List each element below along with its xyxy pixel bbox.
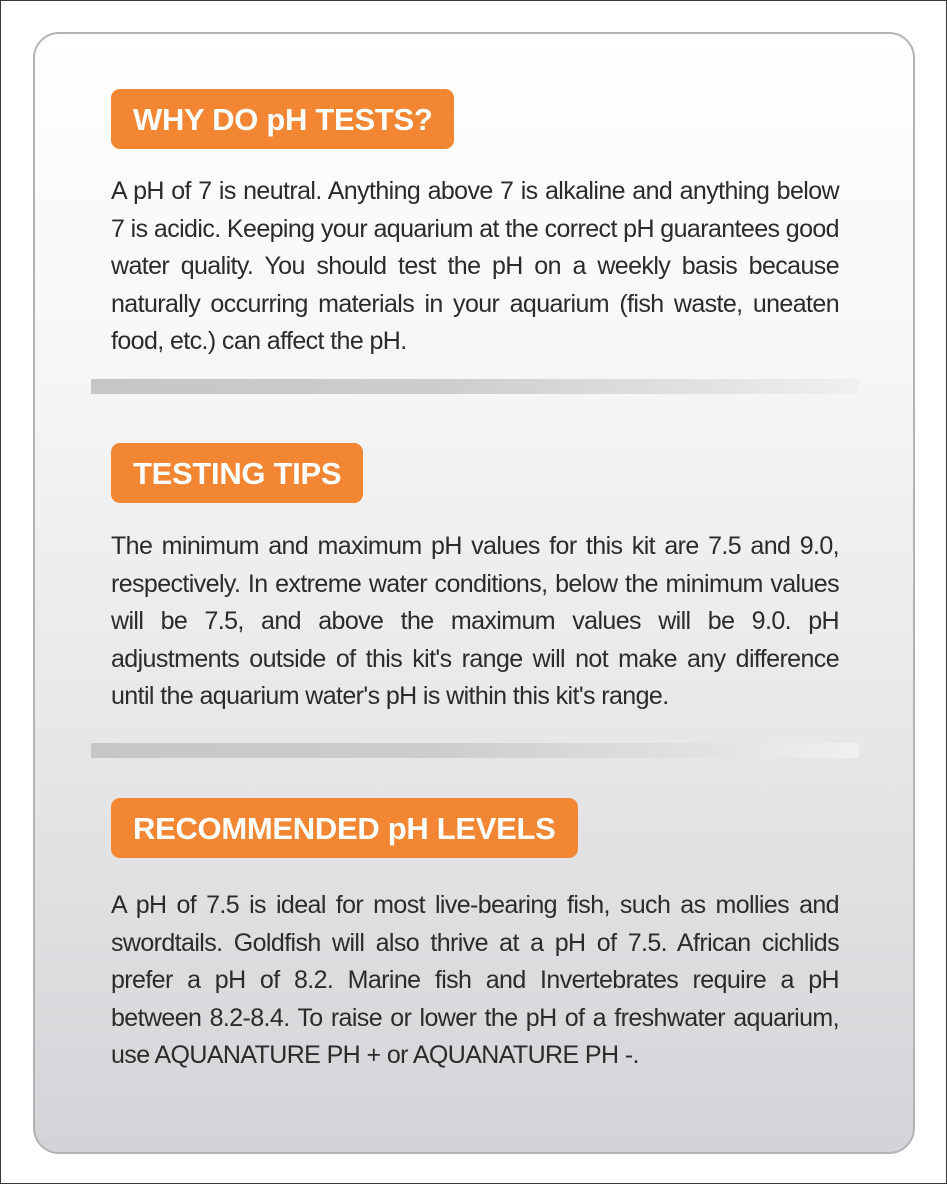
section-divider <box>91 743 859 758</box>
section-body-testing-tips: The minimum and maximum pH values for this kit are 7.5 and 9.0, respectively. In extreme water conditions, below the minimum values will be 7.5, and above the maximum values will be 9.0. pH adjustments outside of this kit's range will not make any difference until the aquarium water's pH is within this kit's range. <box>111 532 839 710</box>
section-title-recommended-ph-levels: RECOMMENDED pH LEVELS <box>111 798 578 858</box>
info-card <box>33 32 915 1154</box>
section-body-recommended-ph-levels: A pH of 7.5 is ideal for most live-bearing fish, such as mollies and swordtails. Goldfish will also thrive at a pH of 7.5. African cichlids prefer a pH of 8.2. Marine fish and Invertebrates require a pH between 8.2-8.4. To raise or lower the pH of a freshwater aquarium, use AQUANATURE PH + or AQUANATURE PH -. <box>111 891 839 1069</box>
section-divider <box>91 379 859 394</box>
section-title-testing-tips: TESTING TIPS <box>111 443 363 503</box>
section-body-why-ph-tests: A pH of 7 is neutral. Anything above 7 is alkaline and anything below 7 is acidic. Keeping your aquarium at the correct pH guarantees good water quality. You should test the pH on a weekly basis because naturally occurring materials in your aquarium (fish waste, uneaten food, etc.) can affect the pH. <box>111 177 839 355</box>
section-title-why-ph-tests: WHY DO pH TESTS? <box>111 89 454 149</box>
